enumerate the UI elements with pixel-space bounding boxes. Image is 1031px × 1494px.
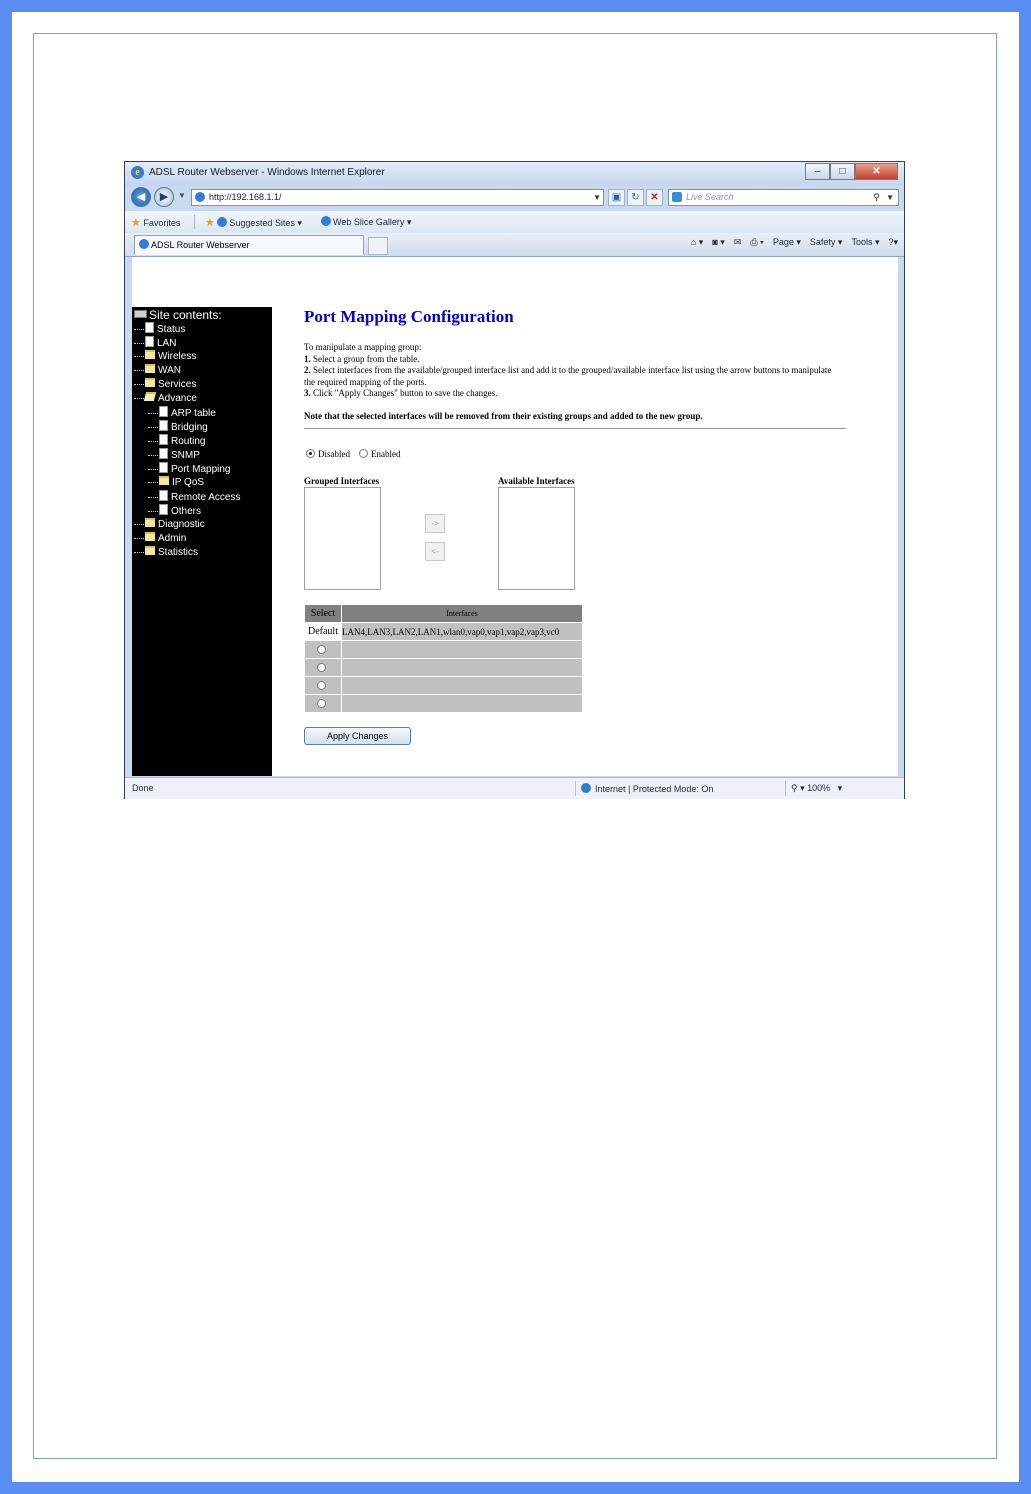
globe-icon <box>581 783 591 793</box>
search-box[interactable] <box>668 189 899 206</box>
tree-connector <box>134 329 144 330</box>
ie-logo-icon: e <box>131 166 144 179</box>
radio-enabled-label: Enabled <box>371 449 401 459</box>
sidebar-item-label: SNMP <box>171 450 200 461</box>
computer-icon <box>134 310 147 318</box>
group-3-radio[interactable] <box>317 681 326 690</box>
sidebar-item-status[interactable] <box>134 322 185 336</box>
zoom-control[interactable] <box>791 783 842 794</box>
browser-window <box>124 161 905 799</box>
mail-icon[interactable]: ✉ <box>733 237 742 247</box>
favorites-button[interactable] <box>131 216 180 229</box>
sidebar-heading-label: Site contents: <box>149 308 222 322</box>
group-4-radio[interactable] <box>317 699 326 708</box>
table-row <box>305 641 583 659</box>
select-cell <box>305 677 342 695</box>
sidebar-item-label: WAN <box>158 365 181 376</box>
document-icon <box>145 336 154 347</box>
sidebar-item-label: Routing <box>171 436 206 447</box>
sidebar-item-wireless[interactable] <box>134 350 196 363</box>
document-icon <box>159 448 168 459</box>
document-icon <box>145 322 154 333</box>
step-1-number: 1. <box>304 353 311 364</box>
group-1-radio[interactable] <box>317 645 326 654</box>
document-icon <box>159 490 168 501</box>
sidebar-item-label: Statistics <box>158 547 199 558</box>
sidebar-item-label: Remote Access <box>171 492 241 503</box>
stop-icon[interactable]: ✕ <box>646 189 663 206</box>
sidebar-item-label: IP QoS <box>172 477 205 488</box>
tree-connector <box>134 384 144 385</box>
window-title: ADSL Router Webserver - Windows Internet Explorer <box>149 167 385 178</box>
tree-connector <box>134 398 144 399</box>
maximize-button[interactable]: □ <box>830 163 855 180</box>
grouped-interfaces-list[interactable] <box>304 487 381 590</box>
group-2-radio[interactable] <box>317 663 326 672</box>
help-icon[interactable]: ?▾ <box>888 237 898 247</box>
divider <box>304 428 846 429</box>
safety-menu[interactable]: Safety ▾ <box>809 237 843 247</box>
tree-connector <box>134 343 144 344</box>
minimize-button[interactable]: – <box>805 163 830 180</box>
table-row <box>305 677 583 695</box>
ie-page-icon <box>321 216 331 226</box>
sidebar-item-ip-qos[interactable] <box>148 476 204 489</box>
step-2-number: 2. <box>304 365 311 375</box>
sidebar-heading <box>134 308 222 322</box>
folder-icon <box>145 532 155 541</box>
tree-connector <box>148 511 158 512</box>
favorites-label: Favorites <box>143 218 181 228</box>
search-icon[interactable]: ⚲ <box>873 192 880 202</box>
security-zone-label: Internet | Protected Mode: On <box>595 784 714 794</box>
tree-connector <box>148 497 158 498</box>
zoom-level: 100% <box>807 783 831 793</box>
instruction-step-1 <box>304 354 844 366</box>
folder-icon <box>145 378 155 387</box>
star-icon: ★ <box>131 217 141 229</box>
interfaces-cell <box>342 677 583 695</box>
tab-row <box>125 233 904 257</box>
tree-connector <box>148 469 158 470</box>
compatibility-icon[interactable]: ▣ <box>608 189 625 206</box>
interfaces-column-header: Interfaces <box>342 605 583 623</box>
address-dropdown-icon[interactable]: ▼ <box>593 193 601 202</box>
search-dropdown-icon[interactable]: ▼ <box>886 193 894 202</box>
step-2-text: Select interfaces from the available/grouped interface list and add it to the grouped/available interface list using the arrow buttons to manipulate the required mapping of the ports. <box>304 365 832 387</box>
address-tools <box>608 189 663 206</box>
default-group-label: Default <box>305 623 342 641</box>
folder-icon <box>145 546 155 555</box>
sidebar-item-lan[interactable] <box>134 336 176 350</box>
search-placeholder[interactable]: Live Search <box>686 192 734 202</box>
open-folder-icon <box>144 392 156 401</box>
available-interfaces-label: Available Interfaces <box>498 476 575 486</box>
sidebar-item-remote-access[interactable] <box>148 490 240 504</box>
forward-button[interactable]: ▶ <box>154 187 174 207</box>
sidebar-item-wan[interactable] <box>134 364 181 377</box>
sidebar-item-label: Status <box>157 324 186 335</box>
page-icon <box>195 192 205 202</box>
zoom-dropdown-icon: ▾ <box>830 783 843 793</box>
page-menu[interactable]: Page ▾ <box>772 237 801 247</box>
select-cell <box>305 695 342 713</box>
favorites-separator <box>194 215 195 229</box>
step-3-number: 3. <box>304 388 311 398</box>
feeds-icon[interactable]: ◙ ▾ <box>712 237 725 247</box>
table-header-row <box>305 605 583 623</box>
suggested-sites-label: Suggested Sites ▾ <box>229 218 302 228</box>
zoom-icon: ⚲ ▾ <box>791 783 808 793</box>
tree-connector <box>148 482 158 483</box>
back-button[interactable]: ◀ <box>131 187 151 207</box>
tree-connector <box>134 356 144 357</box>
tree-connector <box>134 370 144 371</box>
title-bar <box>125 162 904 186</box>
move-left-button[interactable]: <- <box>425 542 445 561</box>
tab-adsl-router[interactable] <box>134 235 364 255</box>
sidebar-item-label: Wireless <box>158 351 197 362</box>
document-icon <box>159 434 168 445</box>
tree-connector <box>148 441 158 442</box>
sidebar-item-services[interactable] <box>134 378 196 391</box>
window-controls <box>805 163 898 180</box>
add-favorite-icon: ★ <box>205 217 215 229</box>
folder-icon <box>145 350 155 359</box>
document-icon <box>159 504 168 515</box>
instruction-note <box>304 411 844 423</box>
document-icon <box>159 420 168 431</box>
apply-changes-button[interactable]: Apply Changes <box>304 727 411 745</box>
document-icon <box>159 462 168 473</box>
sidebar-item-admin[interactable] <box>134 532 186 545</box>
select-cell <box>305 641 342 659</box>
page-content <box>132 257 898 776</box>
sidebar-item-advance[interactable] <box>134 392 197 405</box>
ie-page-icon <box>217 217 227 227</box>
sidebar-item-snmp[interactable] <box>148 448 200 462</box>
close-button[interactable]: ✕ <box>855 163 898 180</box>
sidebar-item-label: Others <box>171 506 202 517</box>
interfaces-cell <box>342 695 583 713</box>
address-bar[interactable] <box>191 189 604 206</box>
status-separator <box>785 781 786 796</box>
status-text: Done <box>132 783 154 793</box>
document-icon <box>159 406 168 417</box>
radio-disabled[interactable] <box>306 449 315 458</box>
radio-enabled[interactable] <box>359 449 368 458</box>
instruction-step-2 <box>304 365 844 388</box>
tree-connector <box>134 538 144 539</box>
command-bar <box>691 237 898 248</box>
instructions <box>304 342 844 422</box>
tree-connector <box>134 552 144 553</box>
sidebar-item-label: Port Mapping <box>171 464 231 475</box>
sidebar-item-label: Bridging <box>171 422 208 433</box>
tree-connector <box>148 427 158 428</box>
sidebar-item-bridging[interactable] <box>148 420 208 434</box>
page-title: Port Mapping Configuration <box>304 307 514 326</box>
sidebar-item-label: ARP table <box>171 408 216 419</box>
home-icon[interactable]: ⌂ ▾ <box>690 237 704 247</box>
move-right-button[interactable]: -> <box>425 514 445 533</box>
tree-connector <box>148 413 158 414</box>
folder-icon <box>145 518 155 527</box>
table-row <box>305 659 583 677</box>
radio-disabled-label: Disabled <box>318 449 350 459</box>
sidebar-item-arp-table[interactable] <box>148 406 216 420</box>
interfaces-cell <box>342 641 583 659</box>
web-slice-label: Web Slice Gallery ▾ <box>333 217 412 227</box>
status-separator <box>575 781 576 796</box>
sidebar-item-routing[interactable] <box>148 434 205 448</box>
grouped-interfaces-label: Grouped Interfaces <box>304 476 380 486</box>
status-bar <box>125 777 904 799</box>
security-zone[interactable] <box>581 783 713 794</box>
sidebar-item-others[interactable] <box>148 504 201 518</box>
sidebar-item-port-mapping[interactable] <box>148 462 230 476</box>
new-tab-button[interactable] <box>368 237 388 255</box>
sidebar-item-label: Diagnostic <box>158 519 205 530</box>
ie-page-icon <box>139 239 149 249</box>
mapping-mode <box>306 449 401 459</box>
suggested-sites-link[interactable] <box>205 216 302 229</box>
table-row <box>305 695 583 713</box>
default-group-interfaces: LAN4,LAN3,LAN2,LAN1,wlan0,vap0,vap1,vap2,vap3,vc0 <box>342 623 583 641</box>
note-text: Note that the selected interfaces will be removed from their existing groups and added to the new group. <box>304 410 703 421</box>
available-interfaces-list[interactable] <box>498 487 575 590</box>
instructions-intro: To manipulate a mapping group: <box>304 342 422 352</box>
select-column-header: Select <box>305 605 342 623</box>
address-row <box>125 186 904 210</box>
folder-icon <box>145 364 155 373</box>
sidebar-item-label: Admin <box>158 533 187 544</box>
folder-icon <box>159 476 169 485</box>
web-slice-gallery-link[interactable] <box>321 216 411 228</box>
favorites-bar <box>125 211 904 233</box>
sidebar-item-label: Services <box>158 379 197 390</box>
tree-connector <box>148 455 158 456</box>
table-row-default <box>305 623 583 641</box>
interfaces-cell <box>342 659 583 677</box>
tools-menu[interactable]: Tools ▾ <box>851 237 880 247</box>
sidebar-item-statistics[interactable] <box>134 546 198 559</box>
tab-title: ADSL Router Webserver <box>151 240 250 250</box>
print-icon[interactable]: ⎙ ▾ <box>750 237 764 247</box>
tree-connector <box>134 524 144 525</box>
live-search-icon <box>672 192 682 202</box>
step-3-text: Click "Apply Changes" button to save the changes. <box>310 388 498 398</box>
mapping-groups-table <box>304 604 583 713</box>
refresh-icon[interactable]: ↻ <box>627 189 644 206</box>
instruction-step-3 <box>304 388 844 400</box>
step-1-text: Select a group from the table. <box>310 353 420 364</box>
sidebar-item-label: LAN <box>157 338 177 349</box>
history-dropdown-icon[interactable]: ▼ <box>178 191 186 200</box>
address-url[interactable]: http://192.168.1.1/ <box>209 192 282 202</box>
sidebar-item-label: Advance <box>158 393 197 404</box>
sidebar-item-diagnostic[interactable] <box>134 518 205 531</box>
select-cell <box>305 659 342 677</box>
site-contents-sidebar <box>132 307 272 776</box>
